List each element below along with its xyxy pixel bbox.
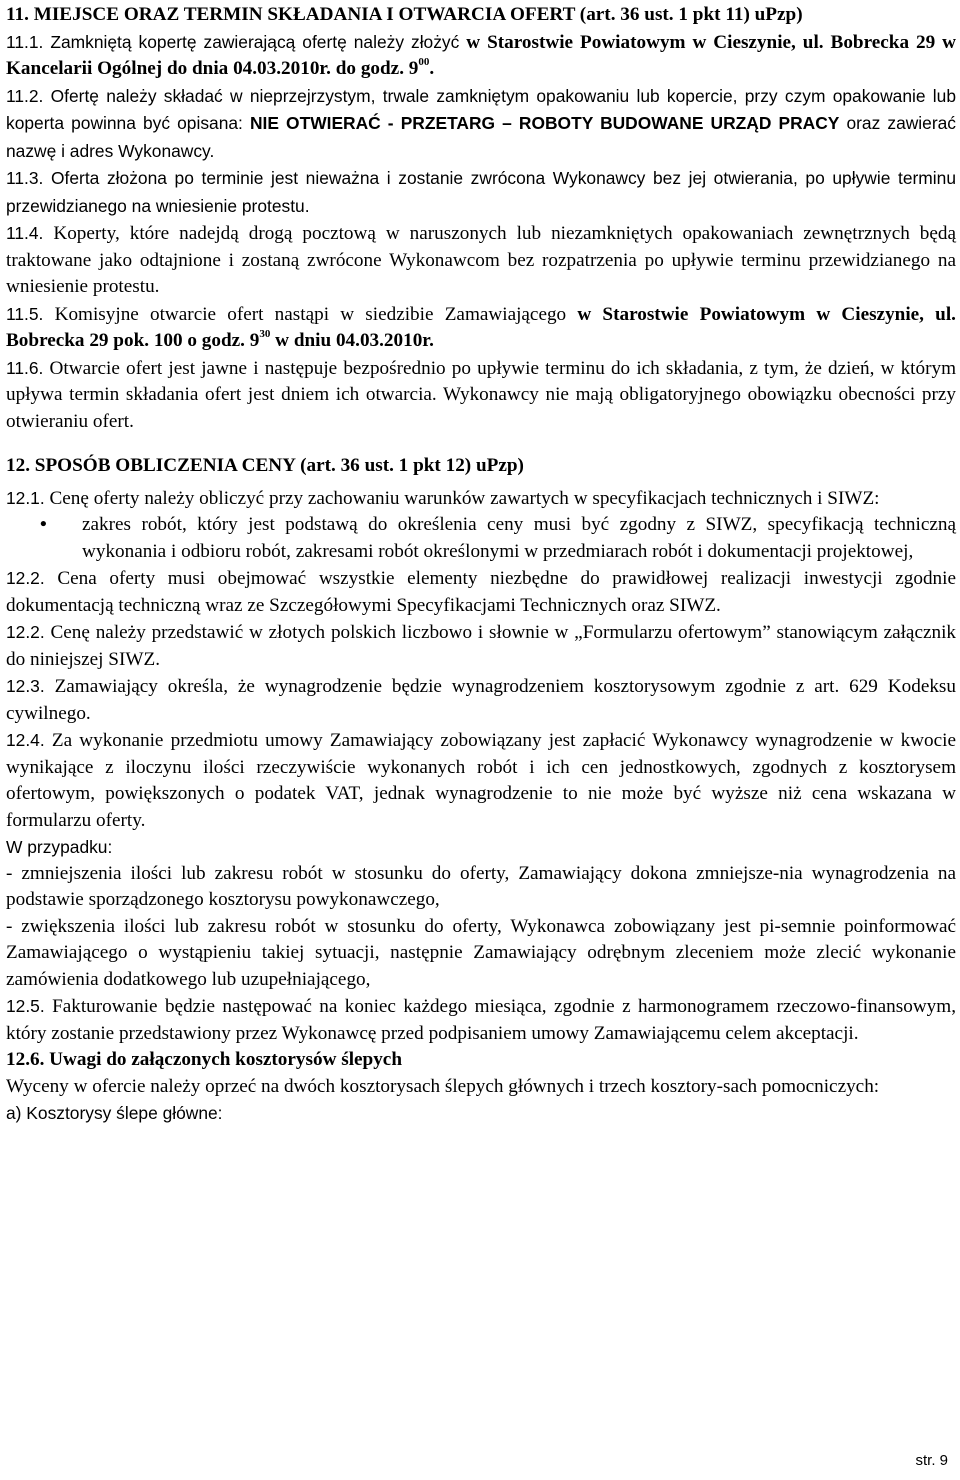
section-11-heading: [6, 2, 956, 29]
paragraph-11-3-number: 11.3.: [6, 168, 44, 188]
paragraph-12-4-case-label: W przypadku:: [6, 837, 113, 857]
paragraph-12-2-text: Cena oferty musi obejmować wszystkie elementy niezbędne do prawidłowej realizacji inwestycji zgodnie dokumentacją techniczną wraz ze Szczegółowymi Specyfikacjami Technicznych oraz SIWZ.: [6, 568, 956, 616]
section-12-heading: [6, 453, 956, 480]
paragraph-12-2b-text: Cenę należy przedstawić w złotych polskich liczbowo i słownie w „Formularzu ofertowym” stanowiącym załącznik do niniejszej SIWZ.: [6, 622, 956, 670]
paragraph-11-5-number: 11.5.: [6, 303, 44, 324]
paragraph-11-6-text: Otwarcie ofert jest jawne i następuje bezpośrednio po upływie terminu do ich składania, z tym, że dzień, w którym upływa termin składania ofert jest dniem ich otwarcia. Wykonawcy nie mają obligatoryjnego obowiązku obecności przy otwieraniu ofert.: [6, 357, 956, 432]
paragraph-12-4-number: 12.4.: [6, 730, 45, 750]
bullet-icon: •: [40, 514, 47, 535]
paragraph-11-1-number: 11.1.: [6, 31, 44, 52]
section-11-heading-text: 11. MIEJSCE ORAZ TERMIN SKŁADANIA I OTWARCIA OFERT (art. 36 ust. 1 pkt 11) uPzp): [6, 4, 803, 25]
list-item-text: zakres robót, który jest podstawą do określenia ceny musi być zgodny z SIWZ, specyfikacją techniczną wykonania i odbioru robót, zakresami robót określonymi w przedmiarach robót i dokumentacji projektowej,: [82, 514, 956, 562]
page-content: [6, 0, 956, 1127]
paragraph-12-3: [6, 673, 956, 727]
paragraph-12-3-number: 12.3.: [6, 676, 45, 696]
paragraph-12-1: [6, 485, 956, 513]
page-number: str. 9: [915, 1451, 948, 1469]
paragraph-12-5-number: 12.5.: [6, 996, 45, 1016]
paragraph-11-2: [6, 83, 956, 166]
paragraph-12-4: [6, 727, 956, 834]
paragraph-11-1-text-a: Zamkniętą kopertę zawierającą ofertę należy złożyć: [43, 31, 467, 52]
paragraph-12-6-list-label: a) Kosztorysy ślepe główne:: [6, 1103, 223, 1123]
paragraph-11-3: [6, 165, 956, 220]
paragraph-11-4-number: 11.4.: [6, 223, 44, 243]
paragraph-11-1-text-bold: w Starostwie Powiatowym w Cieszynie, ul. Bobrecka 29 w Kancelarii Ogólnej do dnia 04.03.2010r. do godz. 9: [6, 31, 956, 79]
paragraph-12-2b-number: 12.2.: [6, 622, 45, 642]
paragraph-12-6-heading: 12.6. Uwagi do załączonych kosztorysów ślepych: [6, 1049, 402, 1070]
paragraph-11-5-text-c: w dniu 04.03.2010r.: [270, 330, 434, 351]
paragraph-12-4-decrease: - zmniejszenia ilości lub zakresu robót w stosunku do oferty, Zamawiający dokona zmniejsze-nia wynagrodzenia na podstawie sporządzonego kosztorysu powykonawczego,: [6, 862, 956, 910]
paragraph-11-6: [6, 355, 956, 436]
paragraph-12-1-text: Cenę oferty należy obliczyć przy zachowaniu warunków zawartych w specyfikacjach technicznych i SIWZ:: [44, 487, 880, 509]
paragraph-11-3-text: Oferta złożona po terminie jest nieważna i zostanie zwrócona Wykonawcy bez jej otwierania, po upływie terminu przewidzianego na wniesienie protestu.: [6, 168, 956, 216]
paragraph-11-1-text-c: .: [429, 58, 435, 79]
paragraph-11-4-text: Koperty, które nadejdą drogą pocztową w naruszonych lub niezamkniętych opakowaniach zewnętrznych będą traktowane jako odtajnione i zostaną zwrócone Wykonawcom bez rozpatrzenia po upływie terminu przewidzianego na wniesienie protestu.: [6, 223, 956, 297]
paragraph-11-5-text-a: Komisyjne otwarcie ofert nastąpi w siedzibie Zamawiającego: [43, 303, 578, 325]
paragraph-12-2-number: 12.2.: [6, 568, 45, 588]
paragraph-11-5-superscript: 30: [259, 328, 271, 340]
paragraph-11-1: [6, 29, 956, 83]
paragraph-11-2-text-a: Ofertę należy składać w nieprzejrzystym, trwale zamkniętym opakowaniu lub kopercie, przy czym opakowanie lub koperta powinna być opisana:: [6, 85, 956, 133]
paragraph-11-4: [6, 220, 956, 301]
paragraph-12-3-text: Zamawiający określa, że wynagrodzenie będzie wynagrodzeniem kosztorysowym zgodnie z art. 629 Kodeksu cywilnego.: [6, 676, 956, 724]
paragraph-11-2-number: 11.2.: [6, 85, 44, 106]
paragraph-12-2b: [6, 619, 956, 673]
paragraph-12-6-text: Wyceny w ofercie należy oprzeć na dwóch kosztorysach ślepych głównych i trzech kosztory-sach pomocniczych:: [6, 1075, 880, 1097]
paragraph-11-5: [6, 301, 956, 355]
list-item: [6, 512, 956, 565]
paragraph-12-4-increase: - zwiększenia ilości lub zakresu robót w stosunku do oferty, Wykonawca zobowiązany jest pi-semnie poinformować Zamawiającego o wystąpieniu takiej sytuacji, następnie Zamawiający odrębnym zleceniem może zlecić wykonanie zamówienia dodatkowego lub uzupełniającego,: [6, 915, 956, 990]
paragraph-11-6-number: 11.6.: [6, 357, 44, 378]
paragraph-12-4-text: Za wykonanie przedmiotu umowy Zamawiający zobowiązany jest zapłacić Wykonawcy wynagrodzenie w kwocie wynikające z iloczynu ilości rzeczywiście wykonanych robót i ich cen jednostkowych, zgodnych z kosztorysem ofertowym, powiększonych o podatek VAT, jednak wynagrodzenie to nie może być wyższe niż cena wskazana w formularzu oferty.: [6, 730, 956, 831]
paragraph-11-1-superscript: 00: [418, 56, 430, 68]
paragraph-11-2-text-c: oraz zawierać nazwę i adres Wykonawcy.: [6, 113, 956, 161]
paragraph-12-5: [6, 993, 956, 1047]
paragraph-12-5-text: Fakturowanie będzie następować na koniec każdego miesiąca, zgodnie z harmonogramem rzeczowo-finansowym, który zostanie przedstawiony przez Wykonawcę przed podpisaniem umowy Zamawiającemu celem akceptacji.: [6, 996, 956, 1044]
paragraph-11-5-text-bold: w Starostwie Powiatowym w Cieszynie, ul. Bobrecka 29 pok. 100 o godz. 9: [6, 303, 956, 351]
paragraph-12-1-number: 12.1.: [6, 487, 45, 508]
section-12-heading-text: 12. SPOSÓB OBLICZENIA CENY (art. 36 ust. 1 pkt 12) uPzp): [6, 455, 524, 476]
paragraph-12-2: [6, 565, 956, 619]
paragraph-11-2-text-bold: NIE OTWIERAĆ - PRZETARG – ROBOTY BUDOWANE URZĄD PRACY: [249, 113, 840, 133]
bullet-list: [6, 512, 956, 565]
